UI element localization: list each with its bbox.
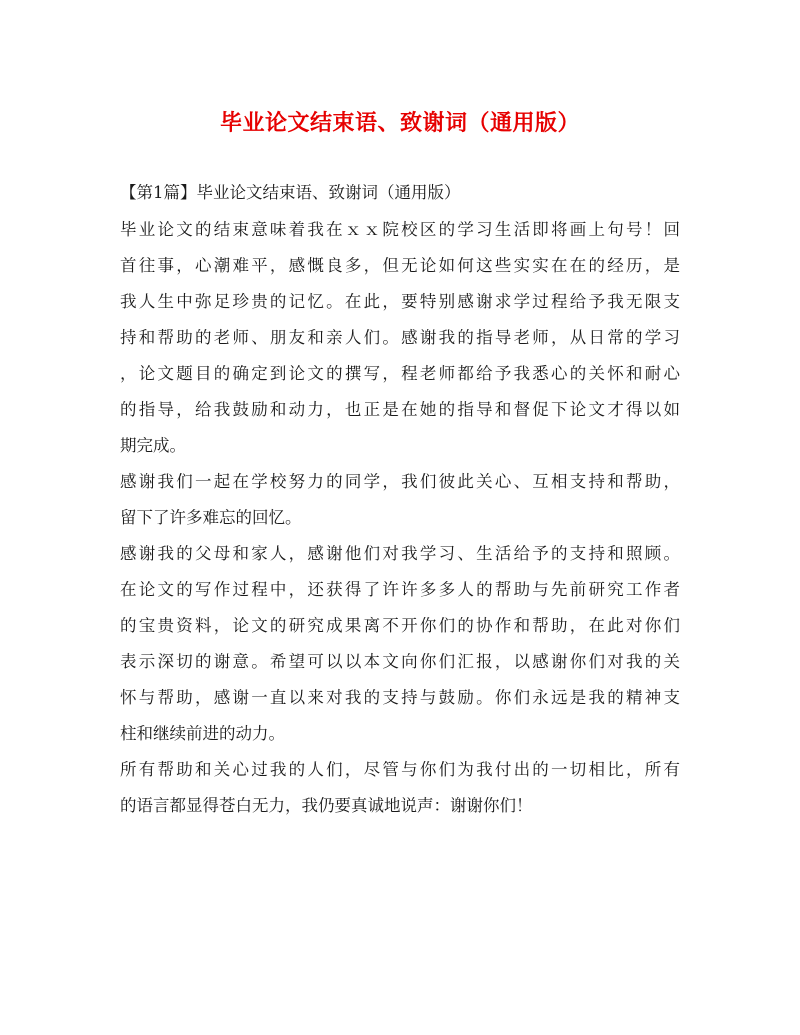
paragraph-line: 留下了许多难忘的回忆。 xyxy=(120,508,302,527)
document-body xyxy=(120,178,680,824)
paragraph-line: 的指导，给我鼓励和动力，也正是在她的指导和督促下论文才得以如 xyxy=(120,400,680,419)
section-heading: 【第1篇】毕业论文结束语、致谢词（通用版） xyxy=(120,183,461,202)
paragraph-line: 毕业论文的结束意味着我在ｘｘ院校区的学习生活即将画上句号！回 xyxy=(120,220,680,239)
paragraph-line: 柱和继续前进的动力。 xyxy=(120,724,285,743)
paragraph-line: 所有帮助和关心过我的人们，尽管与你们为我付出的一切相比，所有 xyxy=(120,760,680,779)
paragraph-line: 表示深切的谢意。希望可以以本文向你们汇报，以感谢你们对我的关 xyxy=(120,652,680,671)
paragraph-line: 的宝贵资料，论文的研究成果离不开你们的协作和帮助，在此对你们 xyxy=(120,616,680,635)
paragraph-line: 首往事，心潮难平，感慨良多，但无论如何这些实实在在的经历，是 xyxy=(120,256,680,275)
paragraph-line: 期完成。 xyxy=(120,436,186,455)
paragraph-line: 持和帮助的老师、朋友和亲人们。感谢我的指导老师，从日常的学习 xyxy=(120,328,680,347)
paragraph-line: 我人生中弥足珍贵的记忆。在此，要特别感谢求学过程给予我无限支 xyxy=(120,292,680,311)
paragraph-line: 感谢我们一起在学校努力的同学，我们彼此关心、互相支持和帮助， xyxy=(120,472,680,491)
paragraph-line: ，论文题目的确定到论文的撰写，程老师都给予我悉心的关怀和耐心 xyxy=(120,364,680,383)
document-title: 毕业论文结束语、致谢词（通用版） xyxy=(219,110,580,136)
paragraph-line: 的语言都显得苍白无力，我仍要真诚地说声：谢谢你们！ xyxy=(120,796,533,815)
paragraph-line: 感谢我的父母和家人，感谢他们对我学习、生活给予的支持和照顾。 xyxy=(120,544,680,563)
paragraph-line: 在论文的写作过程中，还获得了许许多多人的帮助与先前研究工作者 xyxy=(120,580,680,599)
paragraph-line: 怀与帮助，感谢一直以来对我的支持与鼓励。你们永远是我的精神支 xyxy=(120,688,680,707)
